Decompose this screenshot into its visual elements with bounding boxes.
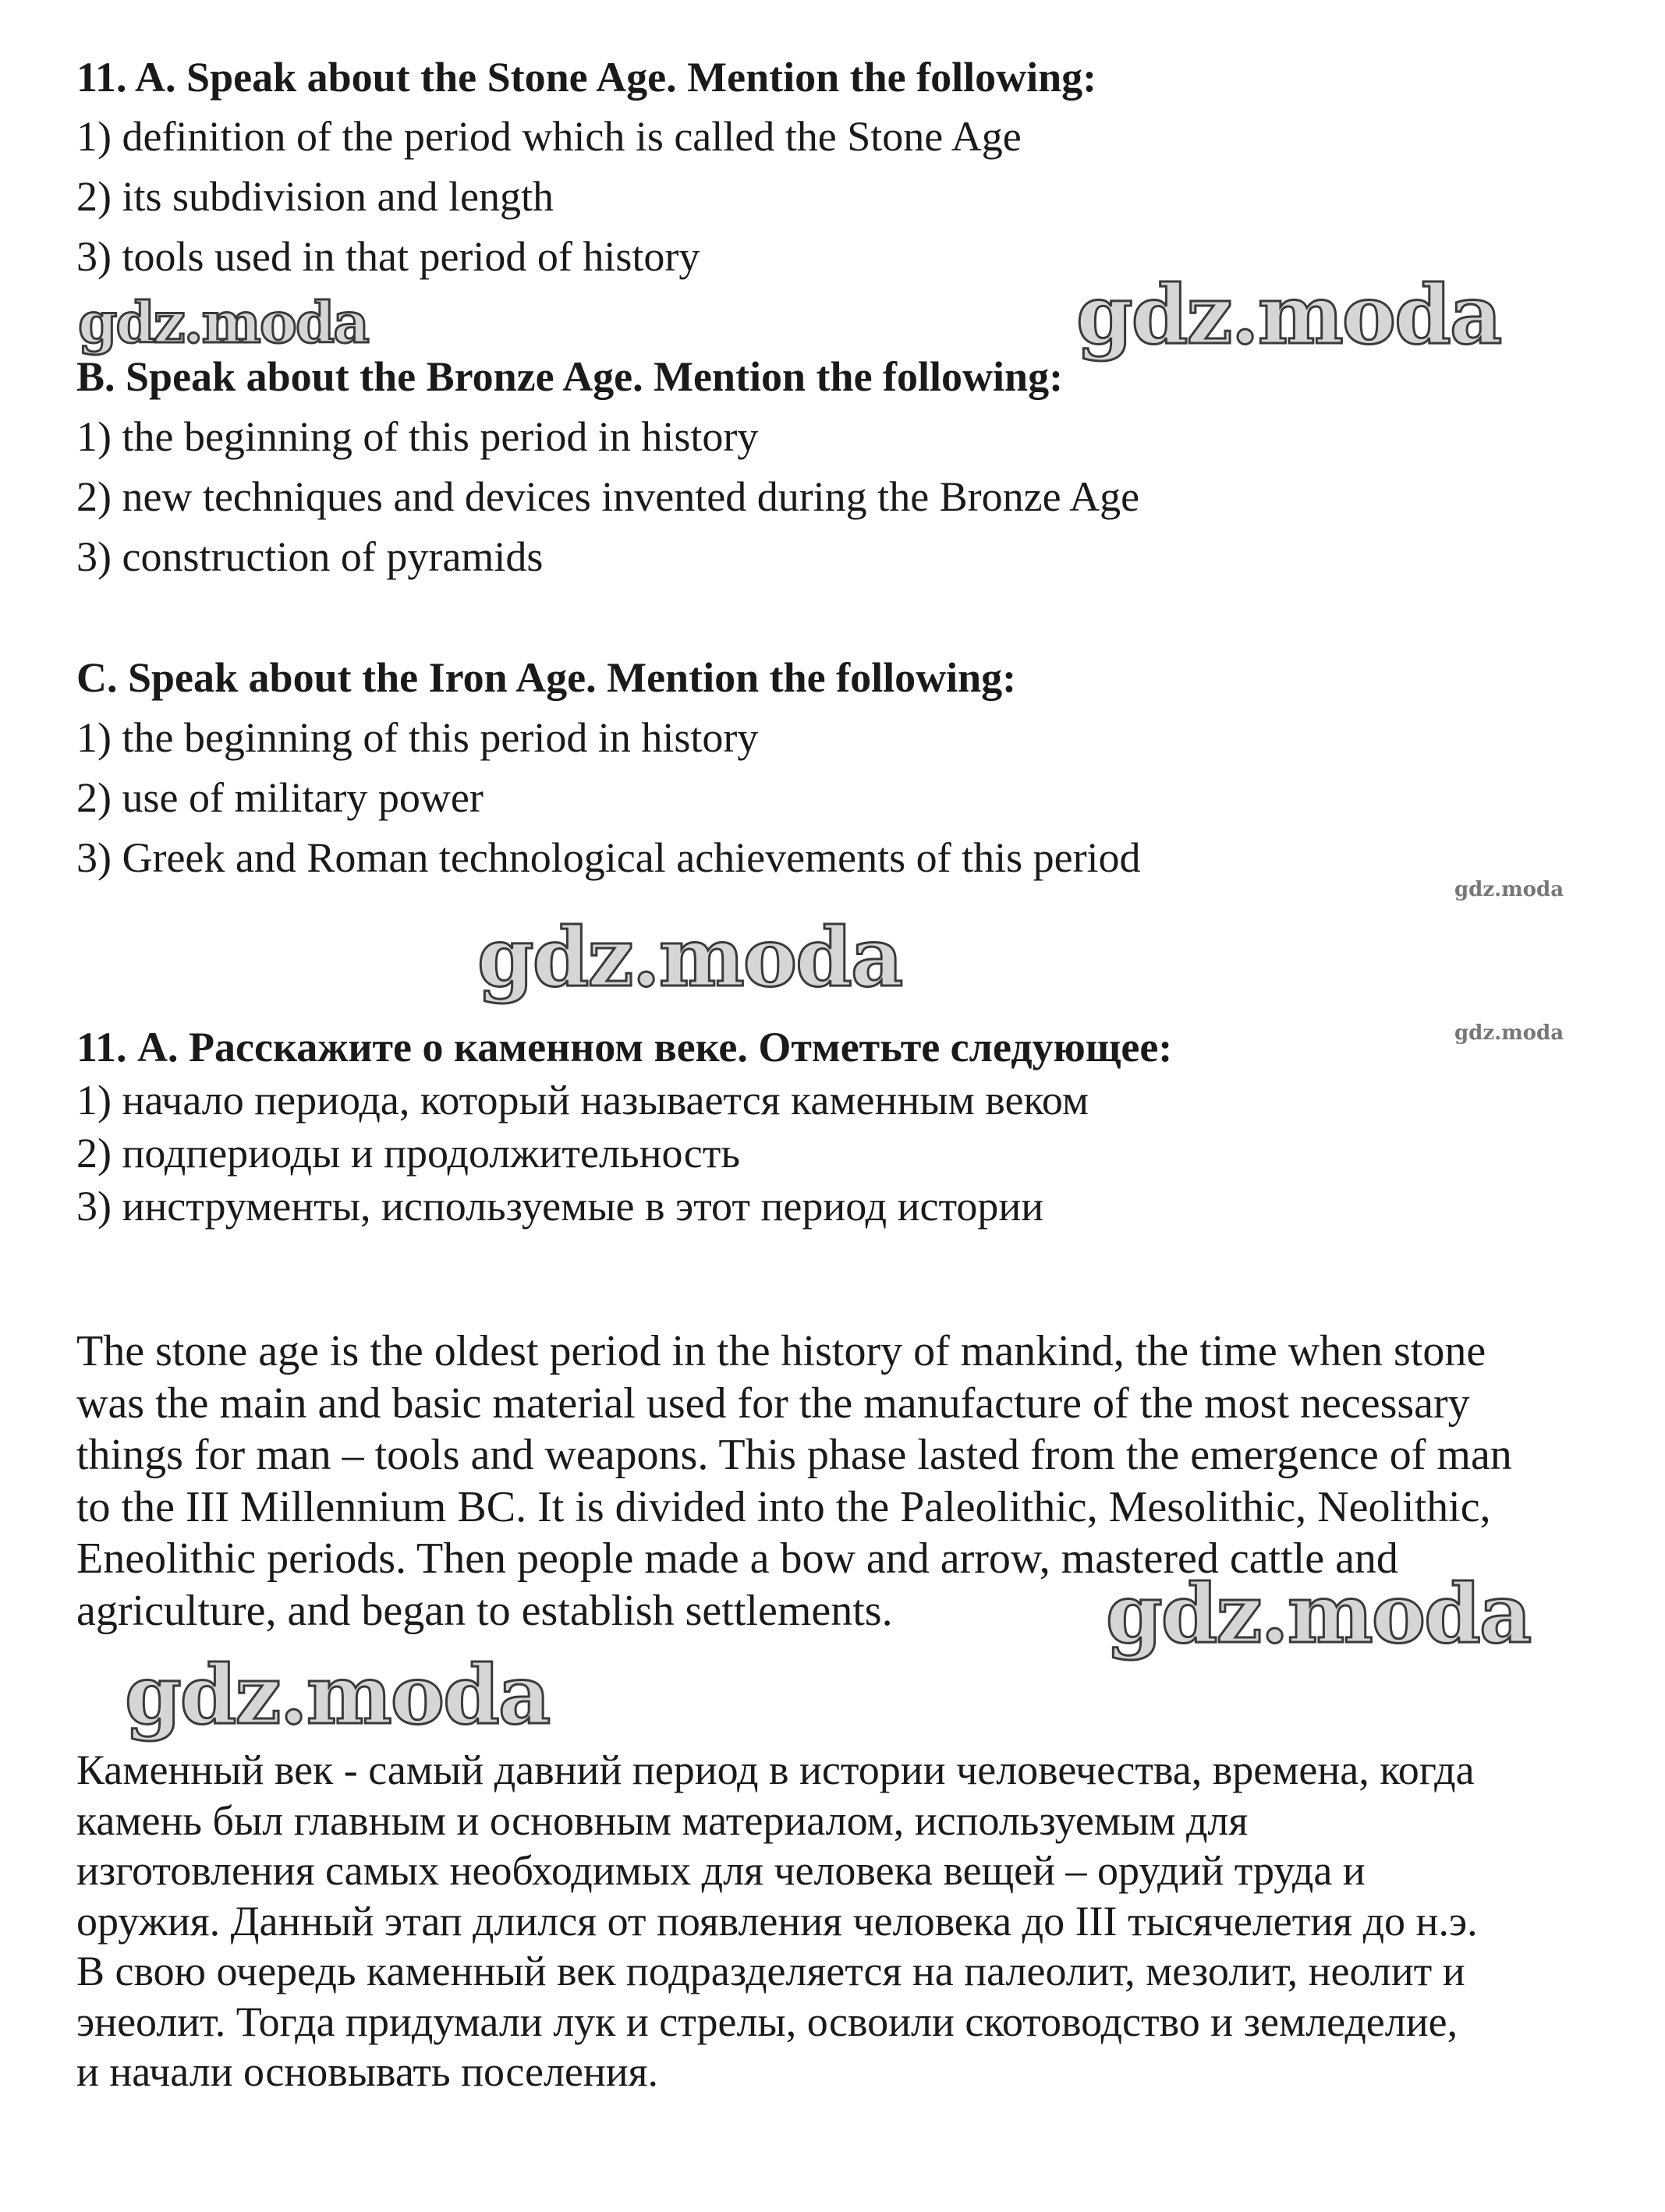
answer-en-line: The stone age is the oldest period in the history of mankind, the time when stone [76,1327,1486,1375]
section-a-heading: 11. A. Speak about the Stone Age. Mention the following: [76,54,1097,101]
answer-ru-line: Каменный век - самый давний период в истории человечества, времена, когда [76,1747,1475,1793]
watermark: gdz.moda [1106,1566,1531,1662]
answer-en-line: things for man – tools and weapons. This phase lasted from the emergence of man [76,1431,1512,1479]
section-a-item-3: 3) tools used in that period of history [76,233,700,280]
section-b-heading: B. Speak about the Bronze Age. Mention the following: [76,353,1064,400]
watermark-small: gdz.moda [1454,878,1564,901]
section-c-heading: C. Speak about the Iron Age. Mention the following: [76,654,1017,701]
answer-en-line: Eneolithic periods. Then people made a bow and arrow, mastered cattle and [76,1534,1398,1583]
section-a-ru-item-1: 1) начало периода, который называется каменным веком [76,1077,1089,1124]
section-a-item-1: 1) definition of the period which is called the Stone Age [76,113,1022,160]
section-b-item-2: 2) new techniques and devices invented during the Bronze Age [76,473,1140,520]
watermark-small: gdz.moda [1454,1021,1564,1045]
section-b-item-3: 3) construction of pyramids [76,533,544,580]
section-a-ru-item-2: 2) подпериоды и продолжительность [76,1130,741,1177]
section-a-ru-item-3: 3) инструменты, используемые в этот период истории [76,1183,1044,1230]
section-c-item-2: 2) use of military power [76,774,484,821]
section-c-item-3: 3) Greek and Roman technological achievements of this period [76,834,1141,881]
answer-paragraph-ru [76,1745,1605,2097]
answer-ru-line: оружия. Данный этап длился от появления человека до III тысячелетия до н.э. [76,1897,1478,1945]
watermark: gdz.moda [477,909,902,1005]
answer-ru-line: В свою очередь каменный век подразделяется на палеолит, мезолит, неолит и [76,1948,1465,1994]
answer-ru-line: энеолит. Тогда придумали лук и стрелы, освоили скотоводство и земледелие, [76,1998,1458,2045]
answer-en-line: to the III Millennium BC. It is divided into the Paleolithic, Mesolithic, Neolithic, [76,1482,1491,1531]
answer-ru-line: камень был главным и основным материалом, используемым для [76,1796,1249,1844]
answer-ru-line: изготовления самых необходимых для человека вещей – орудий труда и [76,1847,1366,1894]
section-a-ru-heading: 11. А. Расскажите о каменном веке. Отметьте следующее: [76,1024,1173,1071]
section-a-item-2: 2) its subdivision and length [76,173,554,220]
section-c-item-1: 1) the beginning of this period in history [76,714,759,761]
section-b-item-1: 1) the beginning of this period in history [76,413,759,460]
watermark: gdz.moda [78,289,368,356]
watermark: gdz.moda [125,1647,550,1743]
answer-ru-line: и начали основывать поселения. [76,2048,659,2095]
answer-en-line: agriculture, and began to establish settlements. [76,1586,893,1635]
watermark: gdz.moda [1076,267,1501,363]
answer-en-line: was the main and basic material used for the manufacture of the most necessary [76,1379,1470,1428]
